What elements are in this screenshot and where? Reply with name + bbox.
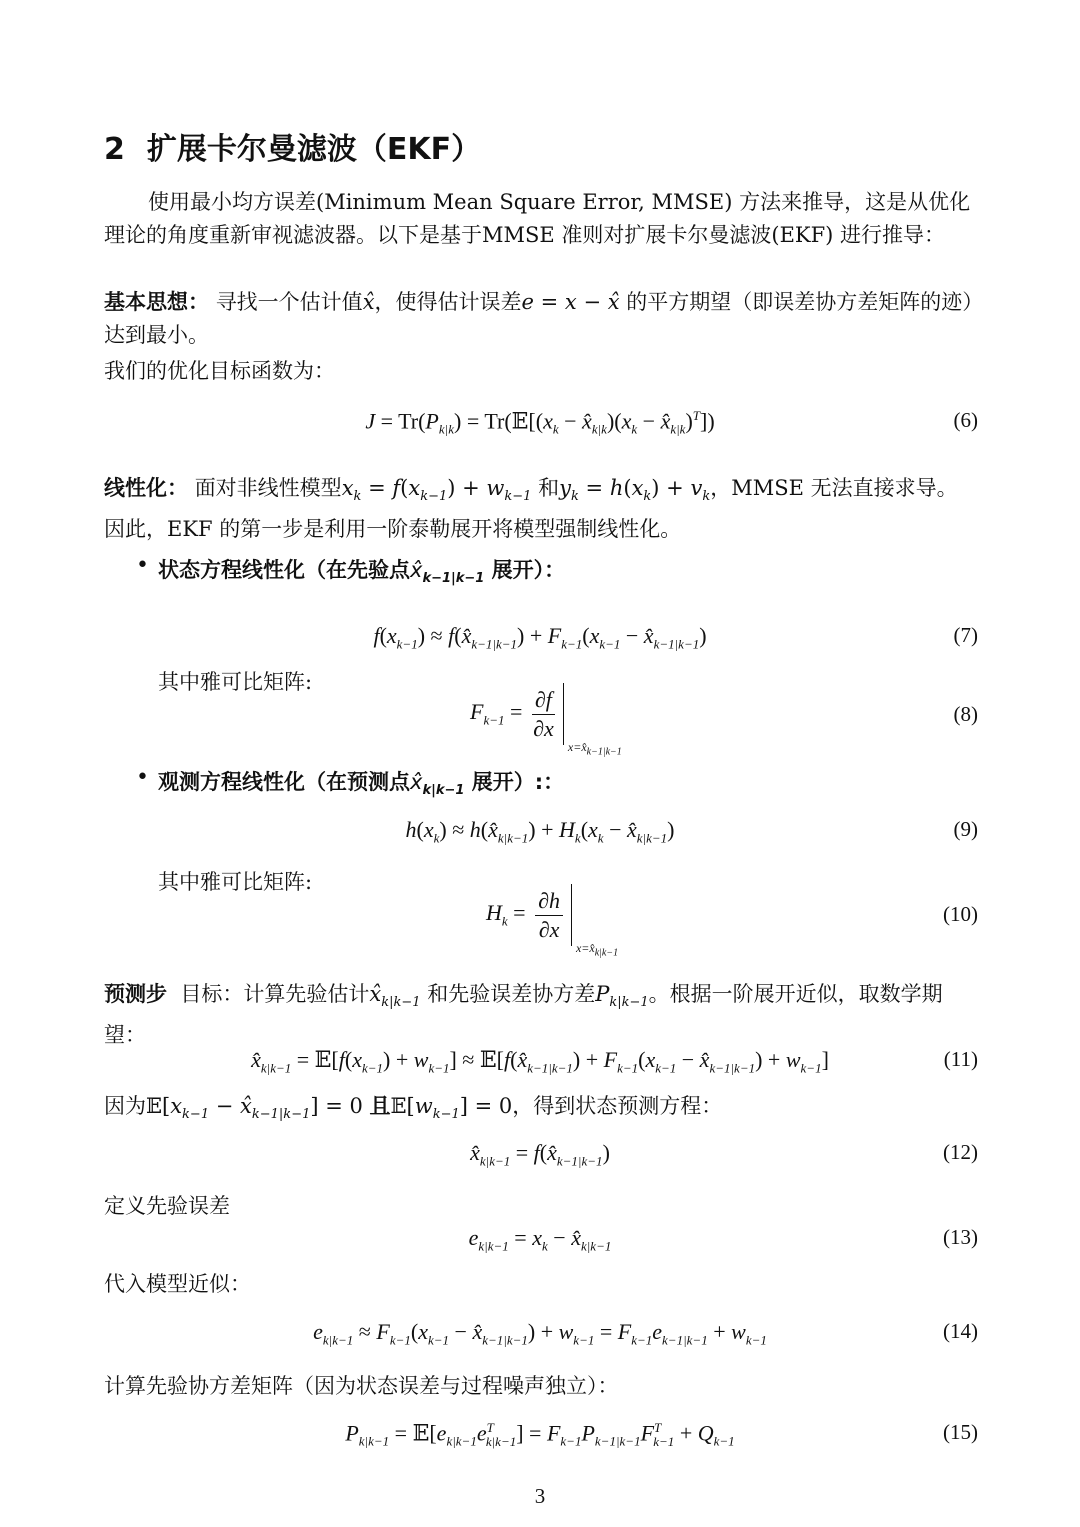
prediction-paragraph: 预测步 目标：计算先验估计$x̂_{k|k-1}$ 和先验误差协方差$P_{k|k-1}$。根据一阶展开近似，取数学期望： [104,982,943,1048]
eqnum-9: (9) [953,817,978,841]
linearization-paragraph: 线性化： 面对非线性模型$x_k = f(x_{k-1}) + w_{k-1}$ 和$y_k = h(x_k) + v_k$，MMSE 无法直接求导。因此，EKF 的第一步是利用一阶泰勒展开将模型强制线性化。 [104,476,958,542]
equation-12: $x̂_{k|k-1}$ = $f(x̂_{k-1|k-1})$ [470,1140,610,1169]
bullet-state-linearization: 状态方程线性化（在先验点$x̂_{k-1|k-1}$ 展开）： [158,558,566,587]
eqnum-6: (6) [953,408,978,432]
prediction-text-b: 和先验误差协方差 [427,982,596,1006]
objective-intro: 我们的优化目标函数为： [104,359,335,383]
eqnum-13: (13) [943,1225,978,1249]
intro-paragraph: 使用最小均方误差(Minimum Mean Square Error, MMSE) 方法来推导，这是从优化理论的角度重新审视滤波器。以下是基于MMSE 准则对扩展卡尔曼滤波(EKF) 进行推导： [104,190,971,247]
basic-idea-text-c: 的平方期望（即误差协方差矩阵的迹）达到最小。 [104,290,973,347]
bullet-dot-2: • [136,765,149,790]
prediction-text-a: 目标：计算先验估计 [180,982,370,1006]
because-text-a: 因为 [104,1094,146,1118]
basic-idea-text-b: ，使得估计误差 [374,290,522,314]
section-number: 2 [104,132,125,167]
bullet-dot-1: • [136,553,149,578]
define-prior-error: 定义先验误差 [104,1194,230,1218]
eqnum-8: (8) [953,702,978,726]
because-text-b: ，得到状态预测方程： [512,1094,723,1118]
jacobian-label-1: 其中雅可比矩阵: [158,670,313,694]
basic-idea-text-a: 寻找一个估计值 [215,290,363,314]
because-line: 因为$𝔼[x_{k-1}$ − $x̂_{k-1|k-1}] = 0$ 且$𝔼[w_{k-1}] = 0$，得到状态预测方程： [104,1094,723,1123]
substitute-line: 代入模型近似： [104,1272,251,1296]
linearization-label: 线性化： [104,476,188,500]
linearization-text-c: ，MMSE 无法直接求导。因此，EKF 的第一步是利用一阶泰勒展开将模型强制线性化。 [104,476,958,542]
equation-10: $H_k$ = $\frac{\partial h}{\partial x}$ $x=x̂_{k|k-1}$ [486,884,572,946]
equation-13: $e_{k|k-1} = x_k$ − $x̂_{k|k-1}$ [468,1225,612,1254]
bullet-2-text-a: 观测方程线性化（在预测点 [158,770,410,794]
equation-15: $P_{k|k-1}$ = $𝔼[e_{k|k-1}e^T_{k|k-1}] = F_{k-1}P_{k-1|k-1}F^T_{k-1} + Q_{k-1}$ [345,1420,735,1449]
eqnum-7: (7) [953,623,978,647]
bullet-1-text-a: 状态方程线性化（在先验点 [158,558,410,582]
eqnum-10: (10) [943,902,978,926]
because-and: 且 [369,1094,391,1118]
prediction-label: 预测步 [104,982,167,1006]
page-number: 3 [534,1484,546,1508]
eqnum-11: (11) [943,1047,978,1071]
section-heading [104,124,481,168]
eqnum-15: (15) [943,1420,978,1444]
linearization-text-b: 和 [538,476,560,500]
eqnum-14: (14) [943,1319,978,1343]
equation-8: $F_{k-1}$ = $\frac{\partial f}{\partial x}$ $x=x̂_{k-1|k-1}$ [470,683,564,745]
equation-14: $e_{k|k-1} \approx F_{k-1}(x_{k-1}$ − $x̂_{k-1|k-1}) + w_{k-1} = F_{k-1}e_{k-1|k-1} + w_{k-1}$ [313,1319,767,1348]
section-title: 扩展卡尔曼滤波（EKF） [146,132,482,167]
jacobian-label-2: 其中雅可比矩阵: [158,870,313,894]
bullet-2-text-b: 展开）:： [471,770,565,794]
linearization-text-a: 面对非线性模型 [194,476,342,500]
basic-idea-paragraph: 基本思想： 寻找一个估计值x̂，使得估计误差e = x − x̂ 的平方期望（即误差协方差矩阵的迹）达到最小。 [104,290,973,347]
equation-9: $h(x_k)$ ≈ $h(x̂_{k|k-1}) + H_k(x_k$ − $x̂_{k|k-1}$) [405,817,675,846]
bullet-observation-linearization: 观测方程线性化（在预测点$x̂_{k|k-1}$ 展开）:： [158,770,565,799]
eqnum-12: (12) [943,1140,978,1164]
covariance-line: 计算先验协方差矩阵（因为状态误差与过程噪声独立）： [104,1374,619,1398]
equation-7: $f(x_{k-1})$ ≈ $f(x̂_{k-1|k-1}) + F_{k-1}(x_{k-1}$ − $x̂_{k-1|k-1}$) [373,623,707,652]
equation-6: $J = Tr(P_{k|k})$ = $Tr(𝔼[(x_k$ − $x̂_{k|k})(x_k$ − $x̂_{k|k})^T$]) [365,408,715,437]
prediction-text-c: 。根据一阶展开近似，取数学期望： [104,982,943,1048]
equation-11: $x̂_{k|k-1}$ = $𝔼[f(x_{k-1}) + w_{k-1}]$ ≈ $𝔼[f(x̂_{k-1|k-1}) + F_{k-1}(x_{k-1}$ − $x̂_{k-1|k-1}) + w_{k-1}$] [251,1047,829,1076]
basic-idea-label: 基本思想： [104,290,209,314]
bullet-1-text-b: 展开）： [491,558,566,582]
